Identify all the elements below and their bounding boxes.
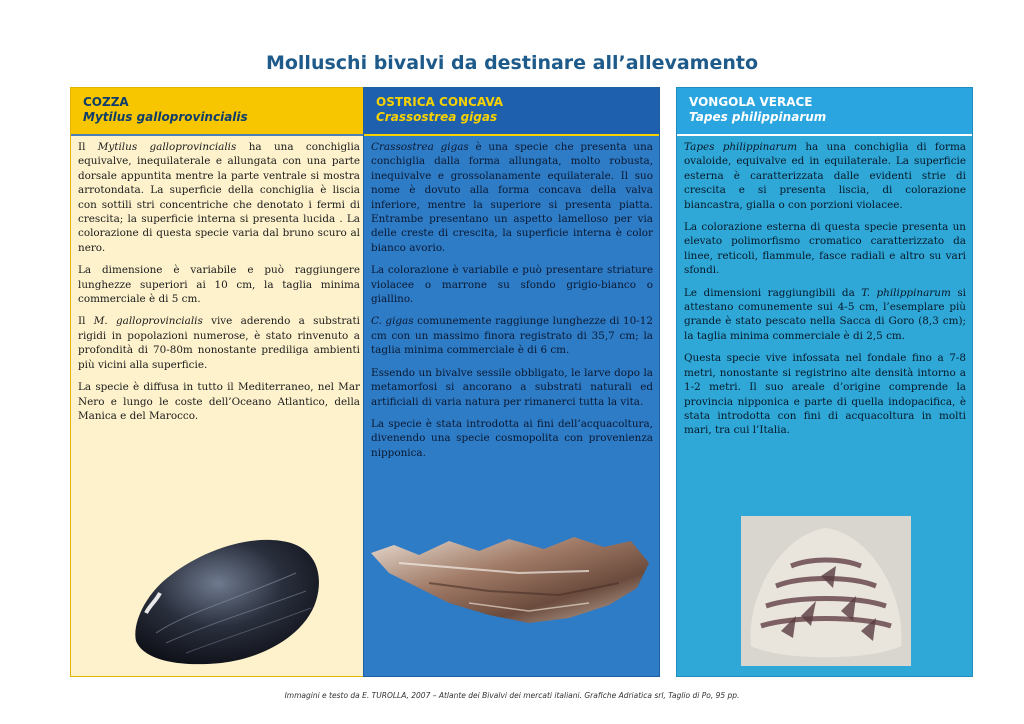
- body-paragraph: Tapes philippinarum ha una conchiglia di forma ovaloide, equivalve ed in equilaterale. La superficie esterna è caratterizzata dalle evidenti strie di crescita e si presenta liscia, di colorazione biancastra, gialla o con porzioni violacee.: [684, 141, 967, 211]
- column-header: [71, 88, 366, 134]
- species-common-name: OSTRICA CONCAVA: [376, 95, 504, 109]
- scientific-name: T. philippinarum: [861, 286, 951, 299]
- scientific-name: Tapes philippinarum: [684, 141, 798, 153]
- scientific-name: Crassostrea gigas: [371, 141, 469, 153]
- species-scientific-name: Crassostrea gigas: [376, 110, 498, 124]
- column-ostrica: [363, 87, 660, 677]
- header-divider: [71, 134, 366, 136]
- column-header: [677, 88, 972, 134]
- species-scientific-name: Mytilus galloprovincialis: [83, 110, 248, 124]
- species-scientific-name: Tapes philippinarum: [689, 110, 827, 124]
- body-paragraph: La colorazione esterna di questa specie presenta un elevato polimorfismo cromatico caratterizzato da linee, reticoli, flammule, fasce radiali e altro su vari sfondi.: [684, 221, 966, 277]
- clam-shell-image: [741, 516, 911, 666]
- oyster-shell-image: [369, 533, 654, 628]
- scientific-name: M. galloprovincialis: [93, 315, 203, 328]
- body-paragraph: La specie è stata introdotta ai fini dell’acquacoltura, divenendo una specie cosmopolita con provenienza nipponica.: [371, 417, 653, 459]
- header-divider: [677, 134, 972, 136]
- column-text: [371, 140, 653, 468]
- body-paragraph: La specie è diffusa in tutto il Mediterraneo, nel Mar Nero e lungo le coste dell’Oceano Atlantico, della Manica e del Marocco.: [78, 381, 360, 422]
- body-paragraph: Questa specie vive infossata nel fondale fino a 7-8 metri, nonostante si registrino alte densità intorno a 1-2 metri. Il suo areale d’origine comprende la provincia nipponica e parte di quella indopacifica, è stata introdotta con fini di acquacoltura in molti mari, tra cui l’Italia.: [684, 352, 966, 437]
- page-title: Molluschi bivalvi da destinare all’allevamento: [265, 52, 759, 74]
- body-paragraph: Essendo un bivalve sessile obbligato, le larve dopo la metamorfosi si ancorano a substrati naturali ed artificiali di varia natura per rimanerci tutta la vita.: [371, 366, 653, 408]
- body-paragraph: Le dimensioni raggiungibili da T. philippinarum si attestano comunemente sui 4-5 cm, l’esemplare più grande è stato pescato nella Sacca di Goro (8,3 cm); la taglia minima commerciale è di 2,5 cm.: [684, 286, 966, 342]
- column-vongola: [676, 87, 973, 677]
- body-paragraph: Crassostrea gigas è una specie che presenta una conchiglia dalla forma allungata, molto robusta, inequivalve e grossolanamente equilaterale. Il suo nome è dovuto alla forma concava della valva inferiore, mentre la superiore si presenta piatta. Entrambe presentano un aspetto lamelloso per via delle creste di crescita, la superficie interna è color bianco avorio.: [371, 141, 653, 254]
- scientific-name: C. gigas: [371, 315, 414, 328]
- column-text: [684, 140, 966, 446]
- species-common-name: VONGOLA VERACE: [689, 95, 813, 109]
- mussel-shell-image: [126, 513, 326, 673]
- column-header: [364, 88, 659, 134]
- body-paragraph: C. gigas comunemente raggiunge lunghezze di 10-12 cm con un massimo finora registrato di 35,7 cm; la taglia minima commerciale è di 6 cm.: [371, 315, 653, 357]
- species-common-name: COZZA: [83, 95, 129, 109]
- column-text: [78, 140, 360, 431]
- body-paragraph: La colorazione è variabile e può presentare striature violacee o marrone su sfondo grigio-bianco o giallino.: [371, 264, 653, 306]
- header-divider: [364, 134, 659, 136]
- body-paragraph: Il Mytilus galloprovincialis ha una conchiglia equivalve, inequilaterale e allungata con una parte dorsale appuntita mentre la parte ventrale si mostra arrotondata. La superficie della conchiglia è liscia con sottili stri concentriche che denotato i fermi di crescita; la superficie interna si presenta lucida . La colorazione di questa specie varia dal bruno scuro al nero.: [78, 141, 360, 254]
- body-paragraph: La dimensione è variabile e può raggiungere lunghezze superiori ai 10 cm, la taglia minima commerciale è di 5 cm.: [78, 264, 360, 306]
- footer-citation: Immagini e testo da E. TUROLLA, 2007 – Atlante dei Bivalvi dei mercati italiani. Grafiche Adriatica srl, Taglio di Po, 95 pp.: [284, 691, 740, 700]
- scientific-name: Mytilus galloprovincialis: [97, 141, 237, 153]
- column-cozza: [70, 87, 367, 677]
- body-paragraph: Il M. galloprovincialis vive aderendo a substrati rigidi in popolazioni numerose, è stato rinvenuto a profondità di 70-80m nonostante prediliga ambienti più vicini alla superficie.: [78, 315, 360, 371]
